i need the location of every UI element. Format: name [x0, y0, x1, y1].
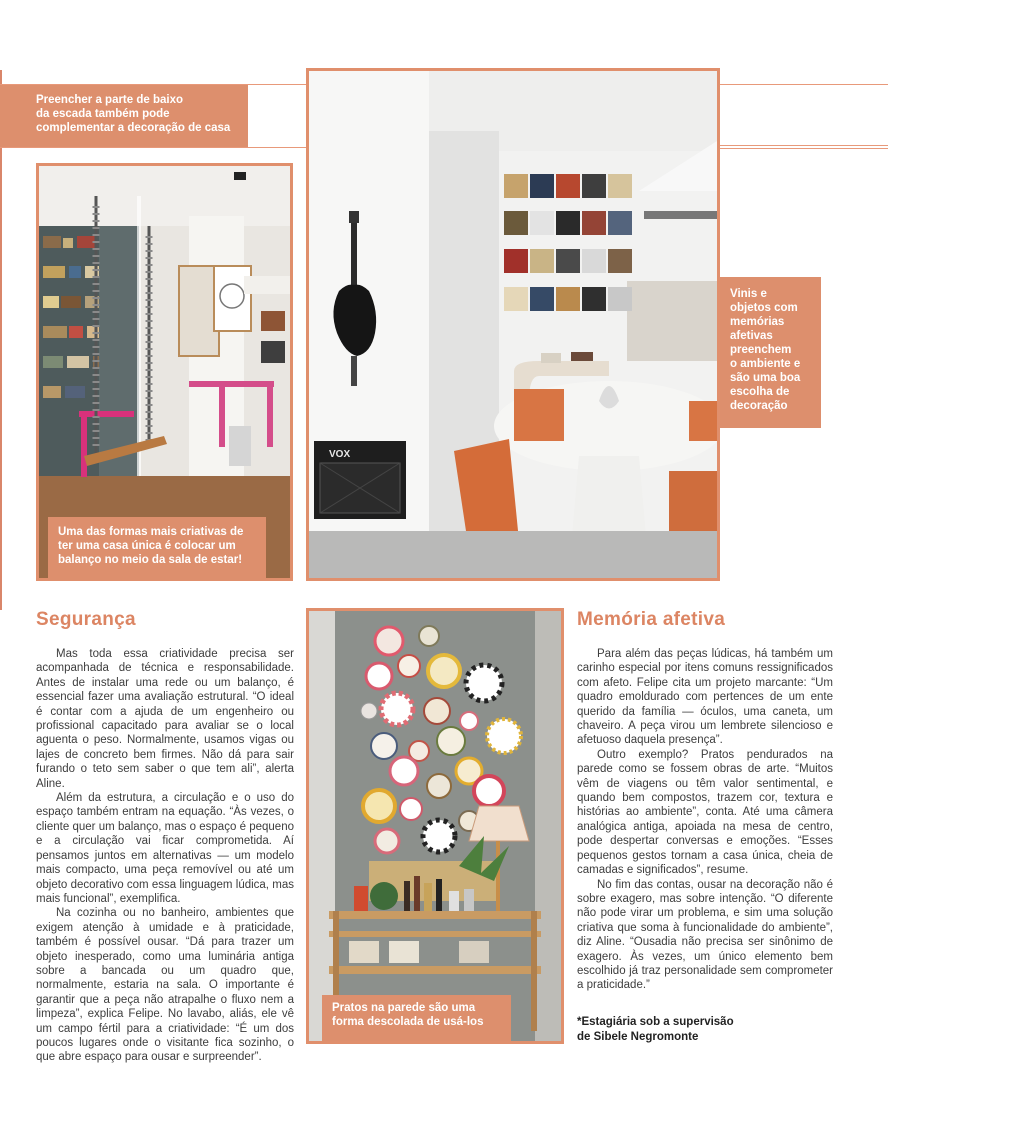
heading-seguranca: Segurança	[36, 609, 136, 630]
paragraph-seguranca-1: Mas toda essa criatividade precisa ser acompanhada de técnica e responsabilidade. Antes de instalar uma rede ou um balanço, é essencial fazer uma avaliação estrutural. “O ideal é contar com a ajuda de um engenheiro ou profissional capacitado para avaliar se o local aguenta o peso. Normalmente, usamos vigas ou lajes de concreto bem firmes. Não dá para sair furando o teto sem saber o que tem ali”, alerta Aline.	[36, 648, 294, 790]
top-rule-right	[720, 84, 888, 85]
photo-plates-wall	[306, 608, 564, 1044]
photo-vinyl-dining-room	[306, 68, 720, 581]
paragraph-seguranca-3: Na cozinha ou no banheiro, ambientes que exigem atenção à umidade e à praticidade, também é possível ousar. “Dá para trazer um objeto inesperado, como uma luminária antiga sobre a bancada ou um quadro que, normalmente, estaria na sala. O importante é garantir que a peça não atrapalhe o fluxo nem a limpeza”, explica Felipe. No lavabo, aliás, ele vê um campo fértil para a criatividade: “É um dos poucos lugares onde o visitante fica sozinho, o que abre espaço para ousar e surpreender”.	[36, 907, 294, 1064]
left-margin-rule	[0, 70, 2, 610]
column-memoria-afetiva	[577, 647, 833, 993]
paragraph-memoria-2: Outro exemplo? Pratos pendurados na parede como se fossem obras de arte. “Muitos vêm de viagens ou têm valor sentimental, e quando bem compostos, trazem cor, textura e histórias ao ambiente”, conta. Até uma câmera analógica antiga, apoiada na mesa de centro, pode despertar conversas e emoções. “Esses pequenos gestos tornam a casa única, cheia de camadas e significados”, resume.	[577, 748, 833, 877]
top-rule-right-2	[720, 145, 888, 146]
heading-memoria-afetiva: Memória afetiva	[577, 609, 726, 630]
caption-plates: Pratos na parede são uma forma descolada de usá-los	[322, 995, 511, 1041]
caption-stairs: Preencher a parte de baixo da escada também pode complementar a decoração de casa	[0, 85, 248, 147]
author-credit: *Estagiária sob a supervisão de Sibele Negromonte	[577, 1016, 734, 1043]
paragraph-memoria-3: No fim das contas, ousar na decoração não é sobre exagero, mas sobre intenção. “O diferente não pode virar um problema, e sim uma solução criativa que soma à funcionalidade do ambiente”, diz Aline. “Ousadia não precisa ser sinônimo de exagero. Às vezes, um único elemento bem escolhido já traz personalidade sem comprometer a praticidade.”	[577, 878, 833, 992]
amp-brand-label: VOX	[329, 449, 351, 460]
amplifier	[314, 441, 406, 519]
top-rule-right-3	[720, 148, 888, 149]
paragraph-seguranca-2: Além da estrutura, a circulação e o uso do espaço também entram na equação. “Às vezes, o cliente quer um balanço, mas o espaço é pequeno e a circulação vai ficar comprometida. Aí pensamos juntos em alternativas — um modelo mais compacto, uma peça removível ou até um objeto decorativo com essa linguagem lúdica, mas mais funcional”, exemplifica.	[36, 792, 294, 905]
vinyl-room-illustration	[309, 71, 717, 578]
paragraph-memoria-1: Para além das peças lúdicas, há também um carinho especial por itens comuns ressignificados com afeto. Felipe cita um projeto marcante: “Um quadro emoldurado com pertences de um ente querido da família — óculos, uma caneta, um chaveiro. A peça virou um lembrete silencioso e afetuoso daquela presença”.	[577, 648, 833, 747]
column-seguranca	[36, 647, 294, 1065]
top-rule-left-2	[0, 147, 306, 148]
caption-vinyl: Vinis e objetos com memórias afetivas preenchem o ambiente e são uma boa escolha de decoração	[720, 277, 821, 428]
caption-swing: Uma das formas mais criativas de ter uma casa única é colocar um balanço no meio da sala de estar!	[48, 517, 266, 580]
plates-illustration	[309, 611, 561, 1041]
